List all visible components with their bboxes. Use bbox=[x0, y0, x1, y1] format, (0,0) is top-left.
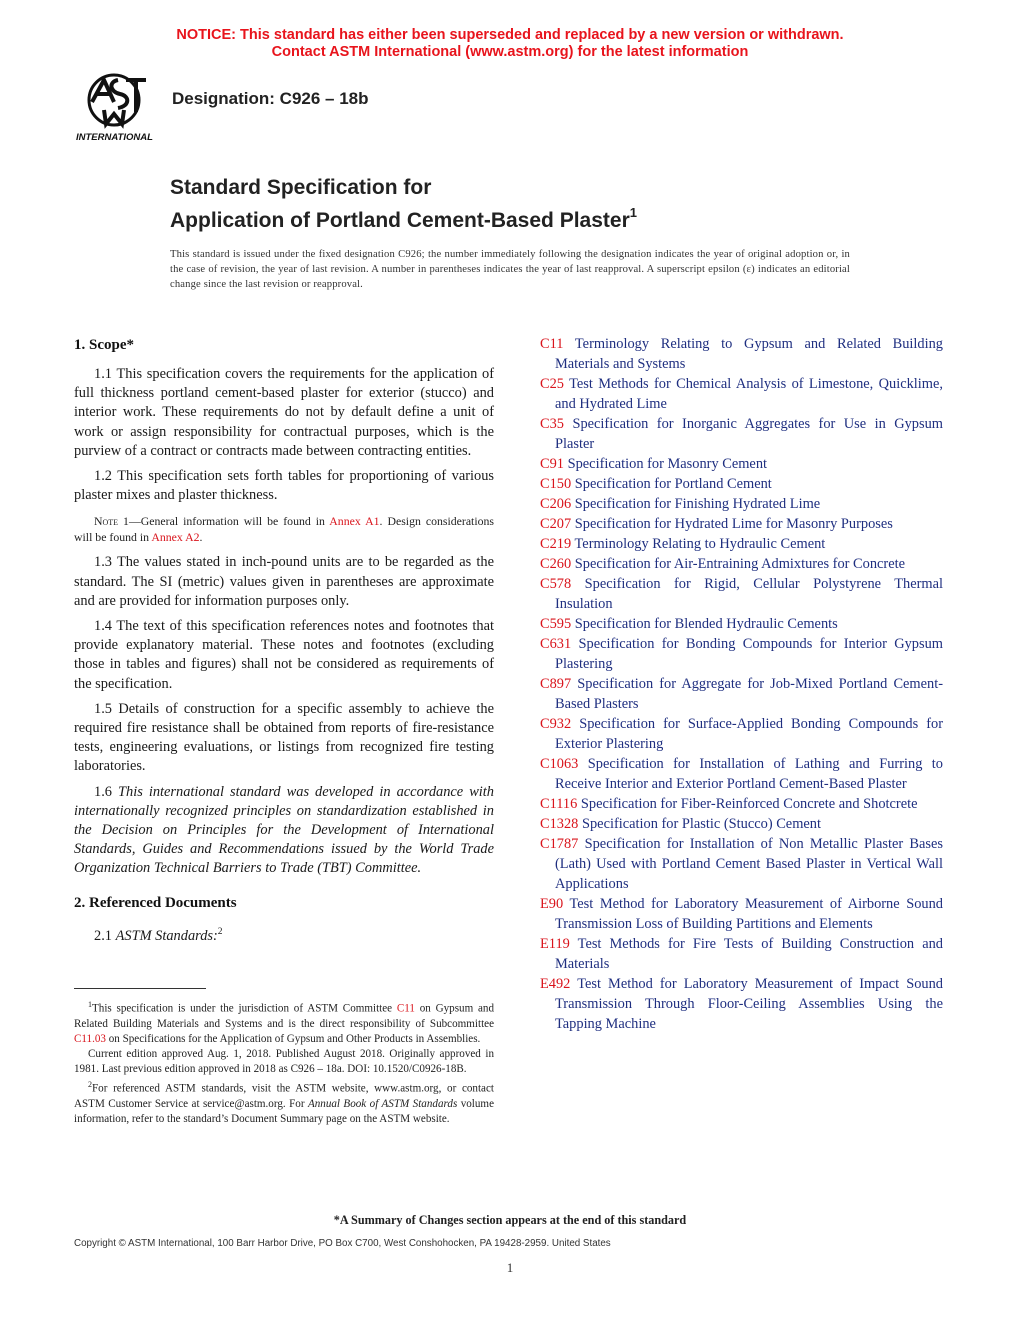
paragraph-1-6 bbox=[74, 783, 494, 879]
paragraph-1-6-number: 1.6 bbox=[94, 783, 119, 800]
footnote-divider bbox=[74, 988, 206, 989]
logo-word: INTERNATIONAL bbox=[76, 132, 153, 143]
note-text-c: . bbox=[199, 530, 203, 545]
footnote-1-text-a: This specification is under the jurisdiction of ASTM Committee bbox=[92, 1002, 397, 1015]
reference-item[interactable] bbox=[540, 634, 943, 674]
reference-item[interactable] bbox=[540, 674, 943, 714]
intro-paragraph: This standard is issued under the fixed designation C926; the number immediately following the designation indicates the year of original adoption or, in the case of revision, the year of last revision. A number in parentheses indicates the year of last reapproval. A superscript epsilon (ε) indicates an editorial change since the last revision or reapproval. bbox=[170, 249, 850, 290]
reference-code[interactable]: C1328 bbox=[540, 816, 579, 832]
footnote-1-text-b: on Gypsum and Related Building Materials and Systems and is the direct responsibility of Subcommittee bbox=[74, 1002, 495, 1030]
section-heading-scope: 1. Scope* bbox=[74, 337, 134, 353]
reference-item[interactable] bbox=[540, 474, 943, 494]
footnote-2-text-a: For referenced ASTM standards, visit the ASTM website, www.astm.org, or contact ASTM Customer Service at service@astm.org. For bbox=[74, 1082, 494, 1110]
reference-item[interactable] bbox=[540, 574, 943, 614]
document-title bbox=[170, 174, 637, 234]
reference-title[interactable]: Specification for Rigid, Cellular Polystyrene Thermal Insulation bbox=[555, 576, 943, 612]
reference-item[interactable] bbox=[540, 414, 943, 454]
reference-title[interactable]: Specification for Installation of Non Metallic Plaster Bases (Lath) Used with Portland Cement Based Plaster in Vertical Wall Applications bbox=[555, 836, 943, 892]
footnote-1 bbox=[74, 997, 494, 1047]
footnote-1-mark: 1 bbox=[88, 1000, 92, 1009]
annex-a1-link[interactable]: Annex A1 bbox=[329, 514, 380, 529]
paragraph-1-6-text: This international standard was developed in accordance with internationally recognized principles on standardization established in the Decision on Principles for the Development of International Standards, Guides and Recommendations issued by the World Trade Organization Technical Barriers to Trade (TBT) Committee. bbox=[74, 783, 494, 877]
reference-code[interactable]: C11 bbox=[540, 336, 564, 352]
footnote-1-edition: Current edition approved Aug. 1, 2018. Published August 2018. Originally approved in 1981. Last previous edition approved in 2018 as C926 – 18a. DOI: 10.1520/C0926-18B. bbox=[74, 1047, 494, 1076]
reference-title[interactable]: Specification for Installation of Lathing and Furring to Receive Interior and Exterior Portland Cement-Based Plaster bbox=[555, 756, 943, 792]
reference-item[interactable] bbox=[540, 754, 943, 794]
paragraph-2-1 bbox=[74, 923, 494, 946]
reference-item[interactable] bbox=[540, 814, 943, 834]
annex-a2-link[interactable]: Annex A2 bbox=[151, 530, 200, 545]
reference-code[interactable]: C1063 bbox=[540, 756, 579, 772]
footnote-2 bbox=[74, 1077, 494, 1127]
paragraph-1-3: 1.3 The values stated in inch-pound units are to be regarded as the standard. The SI (metric) values given in parentheses are approximate and are provided for information purposes only. bbox=[74, 554, 494, 609]
paragraph-2-1-number: 2.1 bbox=[94, 927, 116, 944]
reference-code[interactable]: C578 bbox=[540, 576, 572, 592]
reference-item[interactable] bbox=[540, 374, 943, 414]
subcommittee-c11-03-link[interactable]: C11.03 bbox=[74, 1032, 106, 1045]
reference-code[interactable]: C897 bbox=[540, 676, 572, 692]
reference-code[interactable]: C35 bbox=[540, 416, 564, 432]
reference-code[interactable]: E492 bbox=[540, 976, 571, 992]
reference-title[interactable]: Specification for Blended Hydraulic Cements bbox=[571, 616, 838, 632]
paragraph-1-1: 1.1 This specification covers the requirements for the application of full thickness portland cement-based plaster for exterior (stucco) and interior work. These requirements do not by default define a unit of work or assign responsibility for contractual purposes, which is the purview of a contract or contracts made between contracting entities. bbox=[74, 366, 494, 459]
reference-code[interactable]: C595 bbox=[540, 616, 572, 632]
astm-logo-icon bbox=[74, 72, 164, 144]
reference-item[interactable] bbox=[540, 494, 943, 514]
reference-title[interactable]: Specification for Masonry Cement bbox=[564, 456, 768, 472]
reference-item[interactable] bbox=[540, 794, 943, 814]
reference-code[interactable]: C219 bbox=[540, 536, 572, 552]
reference-title[interactable]: Specification for Aggregate for Job-Mixed Portland Cement-Based Plasters bbox=[555, 676, 943, 712]
reference-title[interactable]: Specification for Finishing Hydrated Lime bbox=[571, 496, 821, 512]
reference-title[interactable]: Terminology Relating to Gypsum and Related Building Materials and Systems bbox=[555, 336, 943, 372]
notice-line-2: Contact ASTM International (www.astm.org) for the latest information bbox=[271, 44, 749, 60]
reference-title[interactable]: Specification for Plastic (Stucco) Cement bbox=[578, 816, 821, 832]
copyright-line: Copyright © ASTM International, 100 Barr Harbor Drive, PO Box C700, West Conshohocken, PA 19428-2959. United States bbox=[74, 1238, 611, 1249]
title-text: Application of Portland Cement-Based Plaster bbox=[170, 209, 630, 232]
reference-code[interactable]: C25 bbox=[540, 376, 564, 392]
reference-item[interactable] bbox=[540, 554, 943, 574]
reference-code[interactable]: C206 bbox=[540, 496, 572, 512]
reference-item[interactable] bbox=[540, 894, 943, 934]
title-line-1: Standard Specification for bbox=[170, 176, 432, 199]
reference-title[interactable]: Specification for Portland Cement bbox=[571, 476, 772, 492]
note-1 bbox=[74, 513, 494, 545]
left-column bbox=[74, 335, 494, 946]
summary-of-changes-note: *A Summary of Changes section appears at the end of this standard bbox=[333, 1213, 687, 1227]
reference-title[interactable]: Test Method for Laboratory Measurement of Airborne Sound Transmission Loss of Building Partitions and Elements bbox=[555, 896, 943, 932]
section-heading-referenced-documents: 2. Referenced Documents bbox=[74, 894, 237, 911]
reference-item[interactable] bbox=[540, 934, 943, 974]
notice-banner bbox=[0, 27, 1020, 61]
paragraph-1-2: 1.2 This specification sets forth tables for proportioning of various plaster mixes and plaster thickness. bbox=[74, 468, 494, 504]
reference-code[interactable]: E90 bbox=[540, 896, 564, 912]
designation: Designation: C926 – 18b bbox=[172, 89, 369, 108]
reference-code[interactable]: C207 bbox=[540, 516, 572, 532]
title-footnote-ref: 1 bbox=[629, 205, 637, 220]
reference-title[interactable]: Specification for Hydrated Lime for Masonry Purposes bbox=[571, 516, 893, 532]
reference-title[interactable]: Specification for Air-Entraining Admixtures for Concrete bbox=[571, 556, 905, 572]
reference-title[interactable]: Terminology Relating to Hydraulic Cement bbox=[571, 536, 826, 552]
astm-logo bbox=[74, 72, 164, 144]
note-text-b: . Design considerations will be found in bbox=[74, 514, 494, 545]
reference-item[interactable] bbox=[540, 334, 943, 374]
astm-standards-label: ASTM Standards: bbox=[115, 927, 218, 944]
reference-title[interactable]: Test Methods for Fire Tests of Building Construction and Materials bbox=[555, 936, 943, 972]
reference-code[interactable]: E119 bbox=[540, 936, 570, 952]
paragraph-1-4: 1.4 The text of this specification references notes and footnotes that provide explanatory material. These notes and footnotes (excluding those in tables and figures) shall not be considered as requirements of the specification. bbox=[74, 618, 494, 692]
footnote-1-text-c: on Specifications for the Application of Gypsum and Other Products in Assemblies. bbox=[105, 1032, 481, 1045]
footnote-ref-2: 2 bbox=[217, 926, 223, 937]
reference-list bbox=[540, 334, 943, 1034]
reference-item[interactable] bbox=[540, 974, 943, 1034]
reference-title[interactable]: Specification for Bonding Compounds for Interior Gypsum Plastering bbox=[555, 636, 943, 672]
committee-c11-link[interactable]: C11 bbox=[396, 1002, 415, 1015]
reference-item[interactable] bbox=[540, 454, 943, 474]
reference-item[interactable] bbox=[540, 834, 943, 894]
note-label: Note 1 bbox=[94, 514, 129, 529]
reference-title[interactable]: Test Method for Laboratory Measurement of Impact Sound Transmission Through Floor-Ceiling Assemblies Using the Tapping Machine bbox=[555, 976, 943, 1032]
reference-item[interactable] bbox=[540, 614, 943, 634]
reference-item[interactable] bbox=[540, 714, 943, 754]
reference-title[interactable]: Specification for Fiber-Reinforced Concrete and Shotcrete bbox=[577, 796, 918, 812]
reference-title[interactable]: Test Methods for Chemical Analysis of Limestone, Quicklime, and Hydrated Lime bbox=[555, 376, 943, 412]
footnote-2-text-b: volume information, refer to the standard’s Document Summary page on the ASTM website. bbox=[74, 1097, 494, 1126]
notice-line-1: NOTICE: This standard has either been superseded and replaced by a new version or withdrawn. bbox=[176, 27, 844, 43]
reference-code[interactable]: C260 bbox=[540, 556, 572, 572]
reference-code[interactable]: C932 bbox=[540, 716, 572, 732]
reference-code[interactable]: C150 bbox=[540, 476, 572, 492]
title-line-2 bbox=[170, 201, 637, 234]
footnote-2-italic: Annual Book of ASTM Standards bbox=[307, 1097, 458, 1110]
reference-title[interactable]: Specification for Surface-Applied Bonding Compounds for Exterior Plastering bbox=[555, 716, 943, 752]
reference-code[interactable]: C631 bbox=[540, 636, 572, 652]
reference-code[interactable]: C1787 bbox=[540, 836, 579, 852]
footnotes bbox=[74, 997, 494, 1127]
paragraph-1-5: 1.5 Details of construction for a specific assembly to achieve the required fire resistance shall be obtained from reports of fire-resistance tests, engineering evaluations, or listings from recognized fire testing laboratories. bbox=[74, 700, 494, 775]
reference-title[interactable]: Specification for Inorganic Aggregates for Use in Gypsum Plaster bbox=[555, 416, 943, 452]
reference-code[interactable]: C91 bbox=[540, 456, 564, 472]
reference-code[interactable]: C1116 bbox=[540, 796, 578, 812]
reference-item[interactable] bbox=[540, 514, 943, 534]
page-number: 1 bbox=[506, 1260, 514, 1275]
reference-item[interactable] bbox=[540, 534, 943, 554]
note-text-a: —General information will be found in bbox=[128, 514, 330, 529]
footnote-2-mark: 2 bbox=[88, 1080, 92, 1090]
